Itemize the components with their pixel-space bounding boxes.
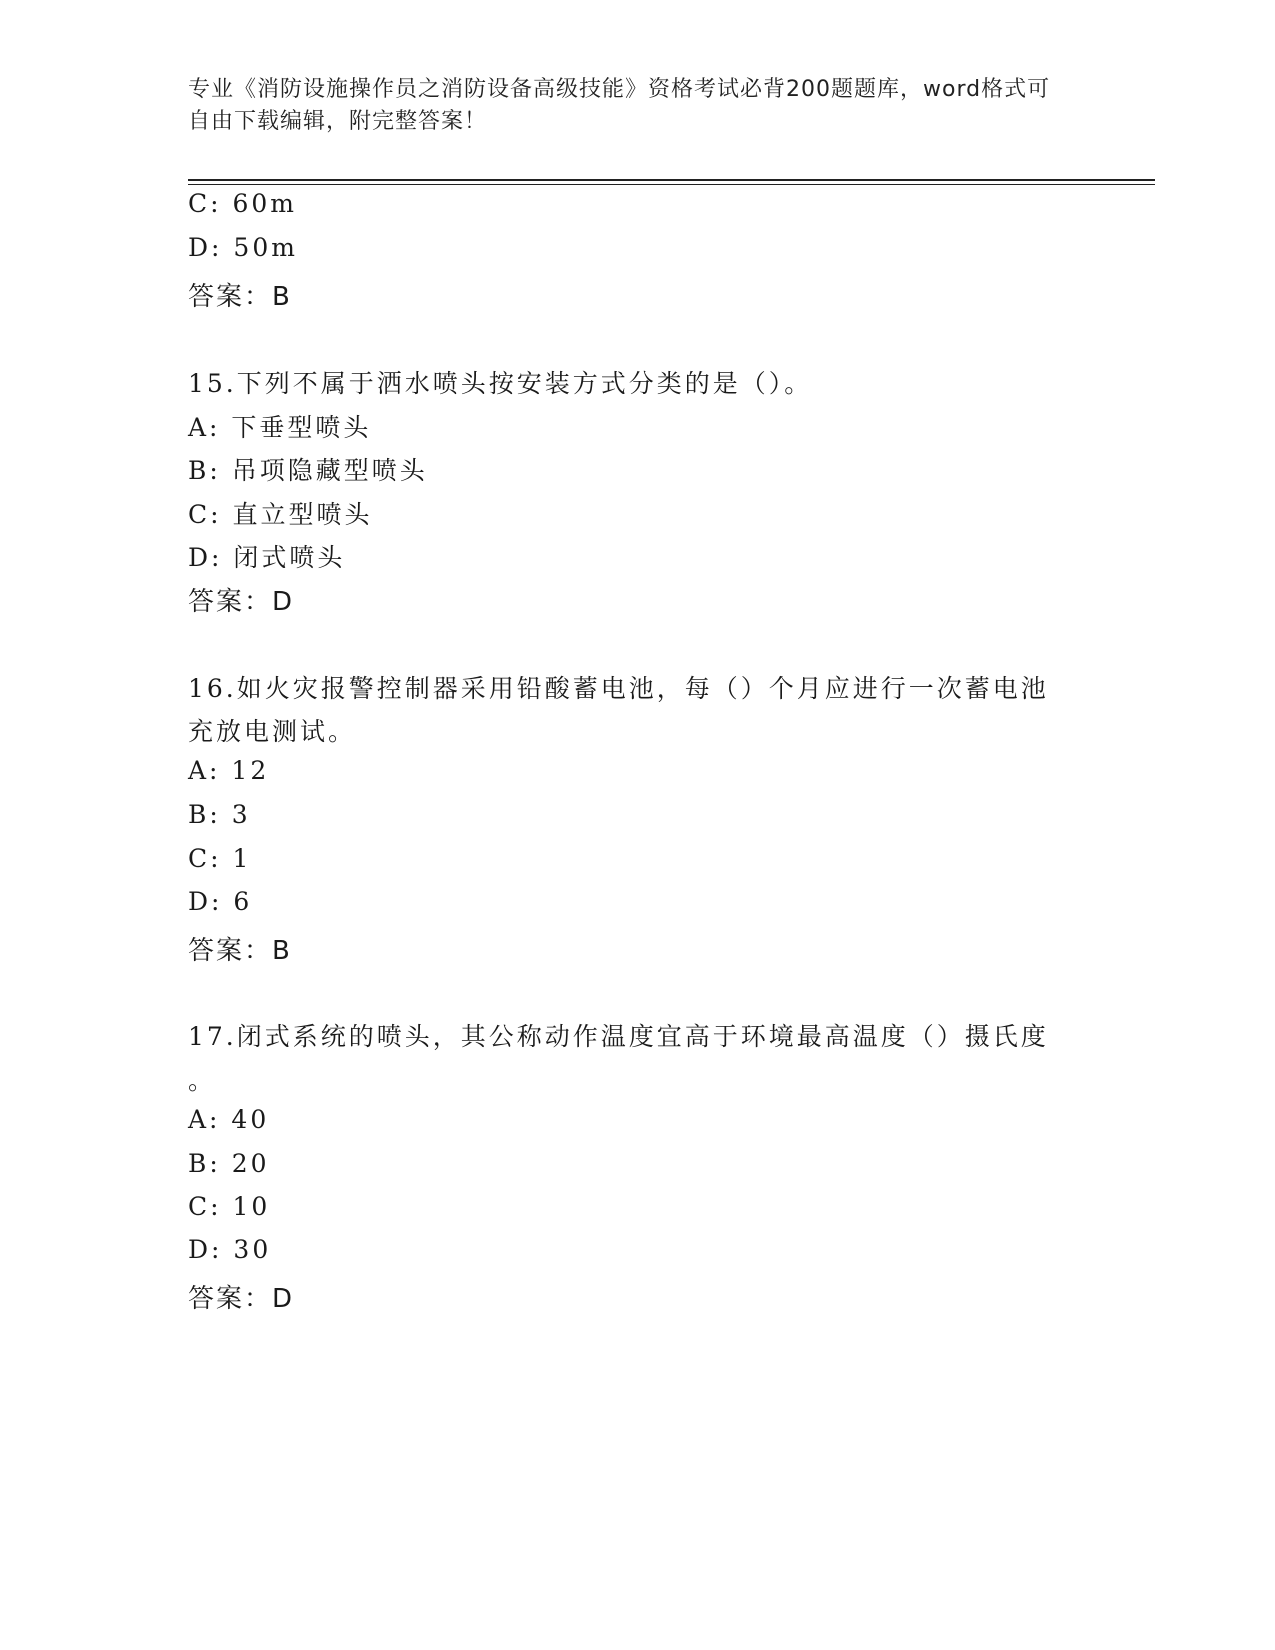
option-c: C: 60m	[188, 189, 298, 218]
option-a: A: 12	[188, 756, 270, 785]
document-header: 专业《消防设施操作员之消防设备高级技能》资格考试必背200题题库，word格式可自由下载编辑，附完整答案！	[188, 77, 1051, 134]
answer-line: 答案：B	[188, 936, 292, 966]
header-divider-thin	[188, 184, 1155, 185]
option-c: C: 直立型喷头	[188, 500, 373, 529]
question-stem: 16.如火灾报警控制器采用铅酸蓄电池，每（）个月应进行一次蓄电池	[188, 674, 1049, 703]
option-b: B: 3	[188, 800, 251, 829]
option-d: D: 闭式喷头	[188, 543, 346, 572]
option-b: B: 20	[188, 1149, 270, 1178]
option-a: A: 40	[188, 1105, 270, 1134]
question-stem-continued: 充放电测试。	[188, 717, 357, 746]
option-c: C: 10	[188, 1192, 271, 1221]
answer-line: 答案：B	[188, 282, 292, 312]
option-a: A: 下垂型喷头	[188, 413, 372, 442]
question-stem-continued: 。	[188, 1066, 217, 1095]
option-d: D: 30	[188, 1235, 272, 1264]
option-d: D: 6	[188, 887, 253, 916]
option-c: C: 1	[188, 844, 252, 873]
option-d: D: 50m	[188, 233, 298, 262]
question-stem: 17.闭式系统的喷头，其公称动作温度宜高于环境最高温度（）摄氏度	[188, 1022, 1049, 1051]
option-b: B: 吊项隐藏型喷头	[188, 456, 428, 485]
answer-line: 答案：D	[188, 1284, 295, 1314]
question-stem: 15.下列不属于洒水喷头按安装方式分类的是（）。	[188, 369, 813, 398]
answer-line: 答案：D	[188, 587, 295, 617]
header-divider-thick	[188, 179, 1155, 181]
